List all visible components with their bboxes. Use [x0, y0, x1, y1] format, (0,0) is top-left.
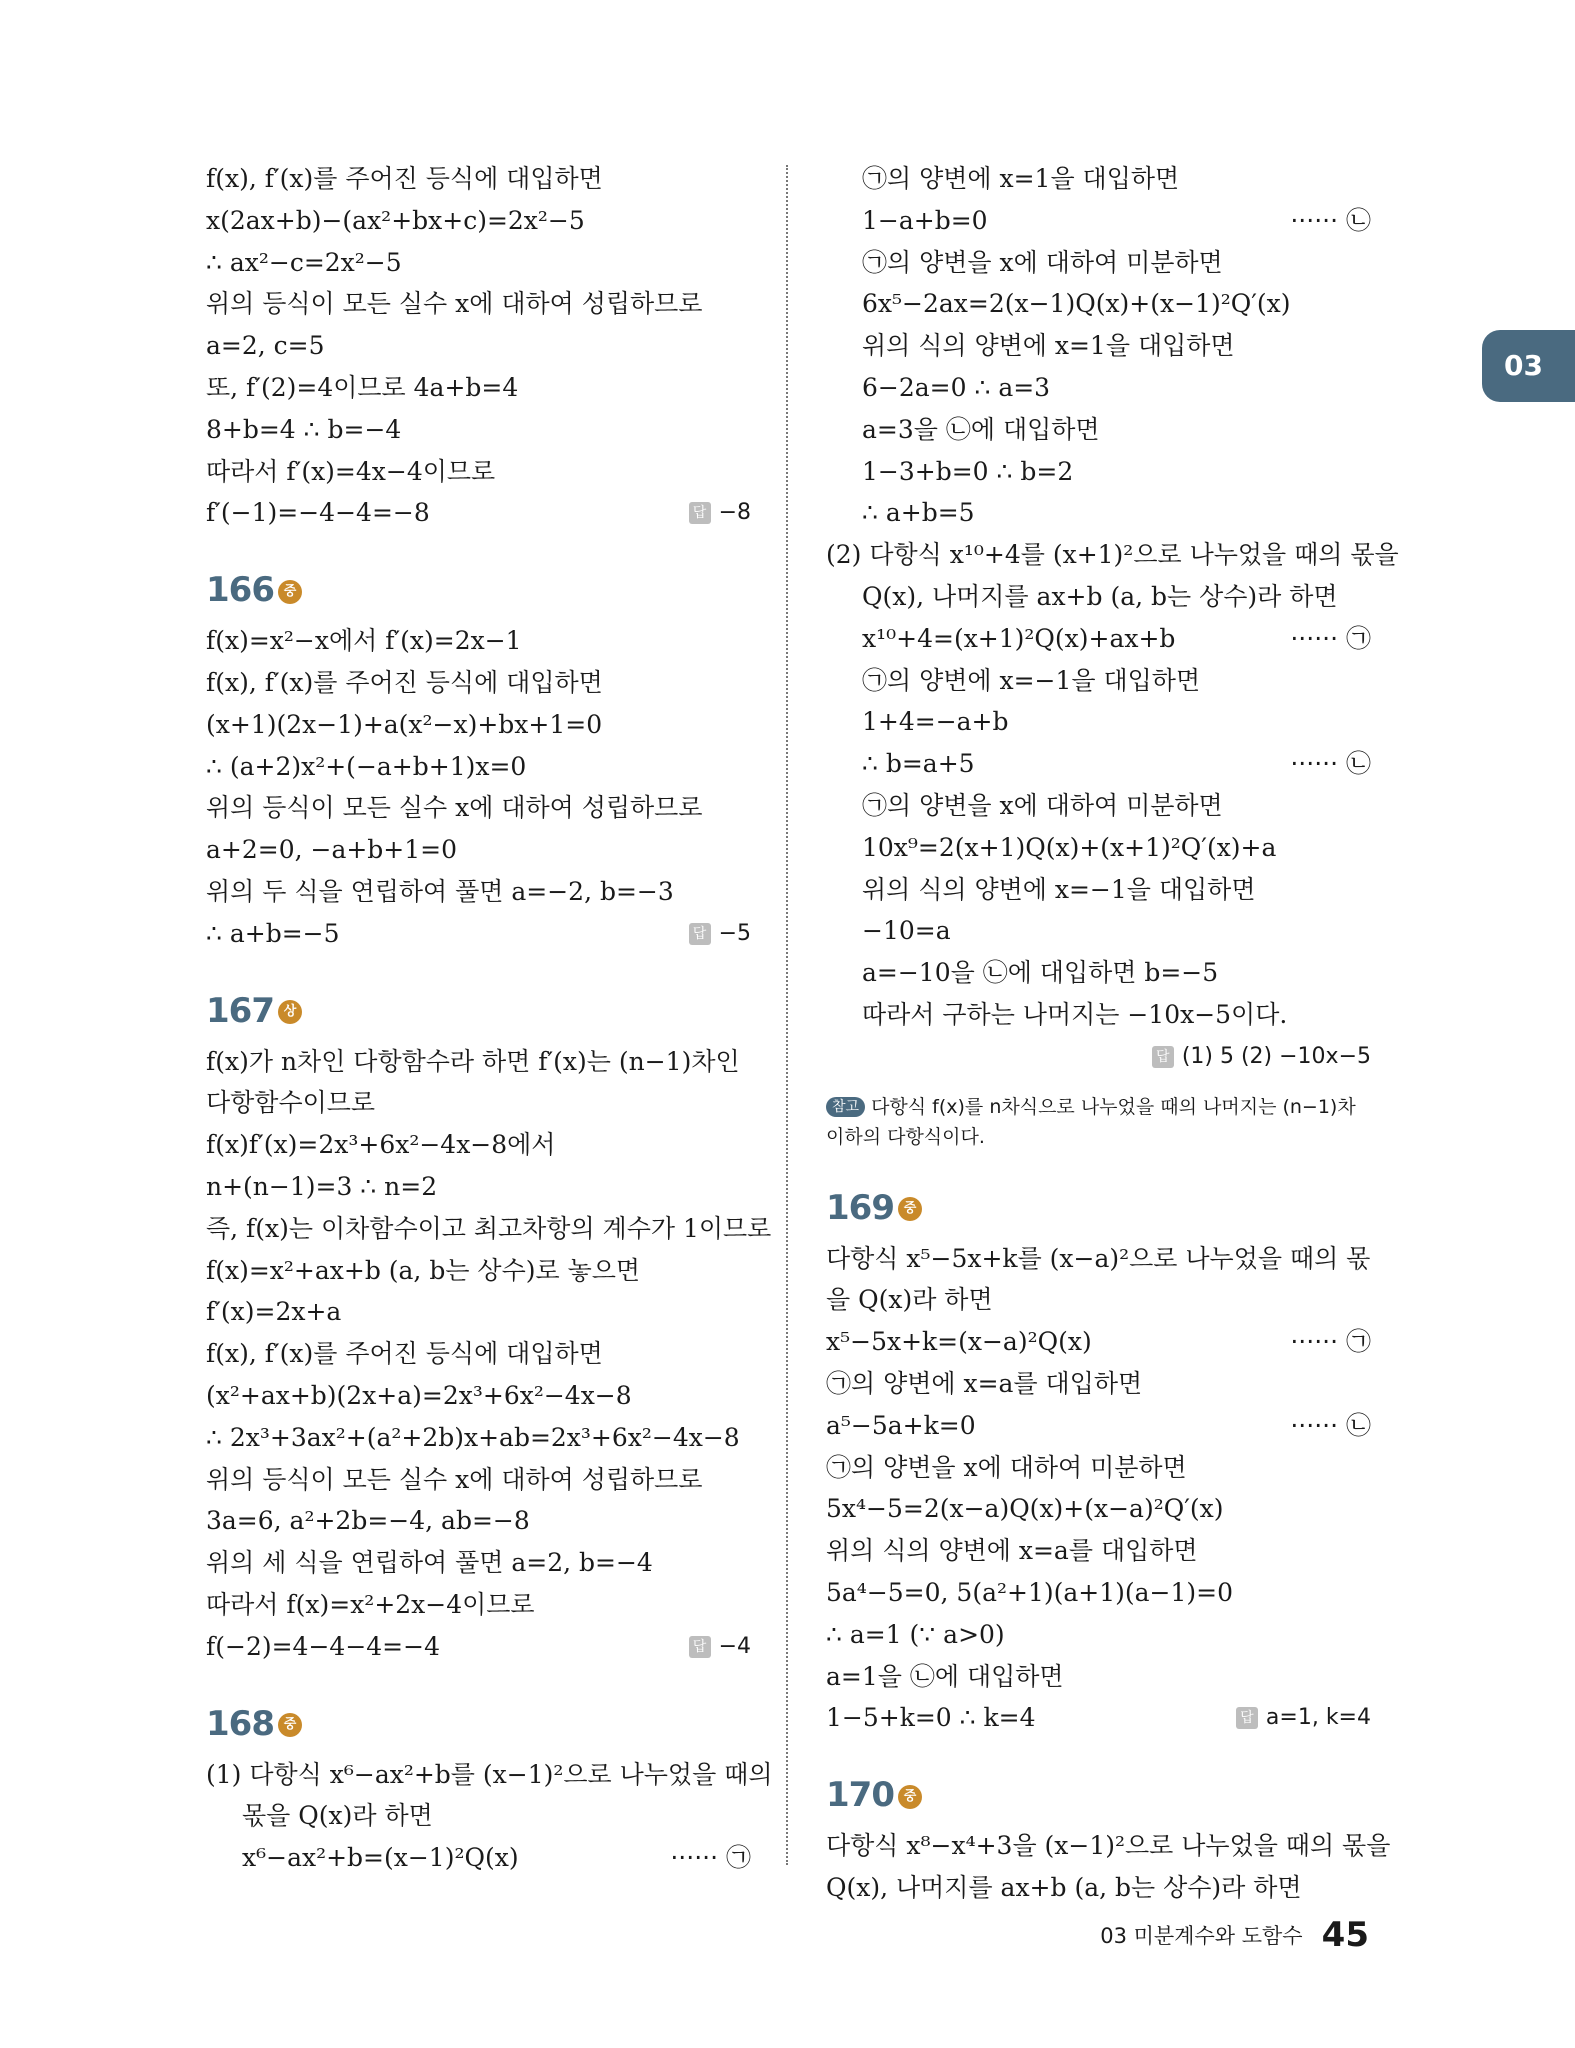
solution-line	[206, 1459, 751, 1501]
problem-number-label: 168	[206, 1703, 274, 1744]
solution-line	[206, 325, 751, 367]
problem-number	[206, 981, 751, 1041]
answer-icon: 답	[1236, 1707, 1258, 1729]
solution-text: 몫을 Q(x)라 하면	[242, 1801, 433, 1831]
solution-text: ㉠의 양변을 x에 대하여 미분하면	[826, 1452, 1187, 1482]
solution-line	[826, 869, 1371, 911]
solution-text: f(x)f′(x)=2x³+6x²−4x−8에서	[206, 1130, 556, 1160]
solution-text: 3a=6, a²+2b=−4, ab=−8	[206, 1506, 530, 1536]
reference-note	[826, 1092, 1371, 1152]
answer-icon: 답	[689, 923, 711, 945]
problem-number	[206, 560, 751, 620]
solution-text: 위의 두 식을 연립하여 풀면 a=−2, b=−3	[206, 876, 674, 906]
solution-line	[206, 367, 751, 409]
solution-line	[206, 829, 751, 871]
solution-line	[206, 1208, 772, 1250]
solution-text: ∴ a=1 (∵ a>0)	[826, 1619, 1005, 1649]
answer	[1236, 1697, 1371, 1739]
solution-text: f′(x)=2x+a	[206, 1297, 342, 1327]
solution-line	[826, 1656, 1371, 1698]
solution-line	[826, 1447, 1371, 1489]
footer-chapter: 03 미분계수와 도함수	[1100, 1924, 1303, 1948]
solution-line	[826, 367, 1371, 409]
solution-text: 위의 등식이 모든 실수 x에 대하여 성립하므로	[206, 1464, 703, 1494]
solution-text: 1+4=−a+b	[862, 707, 1009, 737]
difficulty-badge: 중	[898, 1785, 922, 1809]
solution-text: 따라서 구하는 나머지는 −10x−5이다.	[862, 999, 1288, 1029]
solution-text: 따라서 f′(x)=4x−4이므로	[206, 456, 496, 486]
solution-line	[826, 785, 1371, 827]
solution-line	[826, 743, 1371, 785]
problem-number-label: 166	[206, 570, 274, 611]
solution-text: a=1을 ㉡에 대입하면	[826, 1661, 1064, 1691]
solution-line	[826, 409, 1371, 451]
answer	[689, 913, 751, 955]
equation-marker: ······ ㉠	[1290, 1327, 1371, 1357]
solution-text: 10x⁹=2(x+1)Q(x)+(x+1)²Q′(x)+a	[862, 832, 1277, 862]
solution-line	[826, 325, 1371, 367]
solution-text: 따라서 f(x)=x²+2x−4이므로	[206, 1589, 535, 1619]
solution-text: ㉠의 양변을 x에 대하여 미분하면	[862, 247, 1223, 277]
solution-text: (2) 다항식 x¹⁰+4를 (x+1)²으로 나누었을 때의 몫을	[826, 540, 1399, 570]
solution-text: f(x), f′(x)를 주어진 등식에 대입하면	[206, 667, 603, 697]
solution-line	[206, 1375, 751, 1417]
solution-line	[826, 1530, 1371, 1572]
solution-line	[826, 283, 1371, 325]
solution-line	[206, 409, 751, 451]
solution-text: 1−5+k=0 ∴ k=4	[826, 1703, 1036, 1733]
problem-number-label: 167	[206, 990, 274, 1031]
solution-line	[206, 1124, 751, 1166]
answer-value: −4	[718, 1633, 751, 1659]
solution-line	[826, 952, 1371, 994]
solution-line	[826, 1825, 1391, 1867]
solution-text: (x+1)(2x−1)+a(x²−x)+bx+1=0	[206, 709, 603, 739]
solution-text: (1) 다항식 x⁶−ax²+b를 (x−1)²으로 나누었을 때의	[206, 1759, 773, 1789]
solution-text: ∴ a+b=−5	[206, 918, 340, 948]
solution-text: ㉠의 양변에 x=a를 대입하면	[826, 1368, 1143, 1398]
solution-text: ㉠의 양변에 x=−1을 대입하면	[862, 665, 1201, 695]
answer	[689, 1626, 751, 1668]
solution-text: ∴ a+b=5	[862, 498, 975, 528]
solution-line	[206, 1417, 751, 1459]
solution-line	[206, 1291, 751, 1333]
solution-line	[206, 662, 751, 704]
solution-line	[206, 1250, 751, 1292]
solution-text: a=2, c=5	[206, 331, 325, 361]
problem-number-label: 169	[826, 1187, 894, 1228]
note-tag: 참고	[826, 1097, 865, 1117]
solution-line	[826, 827, 1371, 869]
problem-number	[826, 1178, 1371, 1238]
solution-text: Q(x), 나머지를 ax+b (a, b는 상수)라 하면	[826, 1872, 1302, 1902]
solution-line	[826, 242, 1371, 284]
solution-line	[826, 1363, 1371, 1405]
solution-text: 을 Q(x)라 하면	[826, 1285, 993, 1315]
solution-line	[206, 1041, 751, 1083]
solution-line	[206, 1584, 751, 1626]
solution-line	[826, 994, 1371, 1036]
solution-line	[826, 200, 1371, 242]
solution-line	[206, 871, 751, 913]
solution-text: a⁵−5a+k=0	[826, 1410, 976, 1440]
solution-line	[826, 1405, 1371, 1447]
solution-text: a+2=0, −a+b+1=0	[206, 835, 458, 865]
solution-line	[826, 910, 1371, 952]
solution-text: f(x), f′(x)를 주어진 등식에 대입하면	[206, 164, 603, 193]
chapter-side-tab: 03	[1482, 330, 1575, 402]
solution-line	[206, 704, 751, 746]
problem-number-label: 170	[826, 1775, 894, 1816]
solution-line	[826, 534, 1399, 576]
solution-line	[206, 620, 751, 662]
solution-text: 5a⁴−5=0, 5(a²+1)(a+1)(a−1)=0	[826, 1577, 1234, 1607]
solution-line	[206, 913, 751, 955]
solution-line	[826, 1279, 1371, 1321]
solution-line	[206, 1542, 751, 1584]
solution-line	[826, 1321, 1371, 1363]
solution-text: Q(x), 나머지를 ax+b (a, b는 상수)라 하면	[862, 581, 1338, 611]
difficulty-badge: 중	[278, 1713, 302, 1737]
solution-text: f(x)가 n차인 다항함수라 하면 f′(x)는 (n−1)차인	[206, 1046, 740, 1076]
answer-value: −5	[718, 920, 751, 946]
right-column	[826, 158, 1399, 1909]
solution-text: ㉠의 양변에 x=1을 대입하면	[862, 164, 1180, 193]
answer-value: −8	[718, 500, 751, 526]
solution-text: 8+b=4 ∴ b=−4	[206, 414, 402, 444]
solution-text: f(−2)=4−4−4=−4	[206, 1631, 440, 1661]
solution-line	[206, 242, 751, 284]
solution-line	[826, 1238, 1371, 1280]
solution-line	[206, 787, 751, 829]
solution-line	[206, 1082, 751, 1124]
difficulty-badge: 중	[278, 580, 302, 604]
solution-line	[206, 1754, 773, 1796]
solution-line	[206, 283, 751, 325]
solution-line	[826, 1488, 1371, 1530]
solution-text: 위의 등식이 모든 실수 x에 대하여 성립하므로	[206, 289, 703, 319]
solution-line	[206, 451, 751, 493]
solution-text: 위의 식의 양변에 x=−1을 대입하면	[862, 874, 1256, 904]
solution-line	[826, 1572, 1371, 1614]
solution-text: 5x⁴−5=2(x−a)Q(x)+(x−a)²Q′(x)	[826, 1494, 1224, 1524]
solution-text: ∴ 2x³+3ax²+(a²+2b)x+ab=2x³+6x²−4x−8	[206, 1422, 740, 1452]
equation-marker: ······ ㉠	[1290, 623, 1371, 653]
equation-marker: ······ ㉡	[1290, 205, 1371, 235]
solution-text: f(x), f′(x)를 주어진 등식에 대입하면	[206, 1339, 603, 1369]
page-footer	[1100, 1915, 1369, 1955]
solution-text: 위의 식의 양변에 x=1을 대입하면	[862, 331, 1235, 361]
solution-text: ∴ (a+2)x²+(−a+b+1)x=0	[206, 751, 527, 781]
solution-text: 또, f′(2)=4이므로 4a+b=4	[206, 372, 519, 402]
solution-line	[826, 701, 1371, 743]
solution-line	[206, 1500, 751, 1542]
answer-value: a=1, k=4	[1265, 1705, 1371, 1731]
problem-number	[206, 1694, 751, 1754]
solution-text: ∴ ax²−c=2x²−5	[206, 247, 402, 277]
solution-line	[206, 1795, 751, 1837]
answer-value: (1) 5 (2) −10x−5	[1181, 1043, 1371, 1069]
solution-text: 1−3+b=0 ∴ b=2	[862, 456, 1074, 486]
page-number: 45	[1321, 1915, 1369, 1955]
solution-line	[826, 1614, 1371, 1656]
solution-line	[826, 576, 1371, 618]
solution-text: 다항식 x⁵−5x+k를 (x−a)²으로 나누었을 때의 몫	[826, 1243, 1371, 1273]
solution-text: 위의 등식이 모든 실수 x에 대하여 성립하므로	[206, 793, 703, 823]
difficulty-badge: 상	[278, 1000, 302, 1024]
solution-text: −10=a	[862, 916, 951, 946]
solution-text: 다항식 x⁸−x⁴+3을 (x−1)²으로 나누었을 때의 몫을	[826, 1831, 1391, 1861]
solution-text: a=3을 ㉡에 대입하면	[862, 414, 1100, 444]
solution-line	[206, 1837, 751, 1879]
solution-text: a=−10을 ㉡에 대입하면 b=−5	[862, 958, 1219, 988]
solution-text: 다항함수이므로	[206, 1088, 376, 1118]
solution-text: x⁵−5x+k=(x−a)²Q(x)	[826, 1327, 1092, 1357]
equation-marker: ······ ㉡	[1290, 749, 1371, 779]
solution-line	[826, 618, 1371, 660]
solution-line	[206, 1166, 751, 1208]
equation-marker: ······ ㉠	[670, 1843, 751, 1873]
answer-icon: 답	[689, 1636, 711, 1658]
solution-line	[206, 492, 751, 534]
solution-text: n+(n−1)=3 ∴ n=2	[206, 1171, 438, 1201]
solution-line	[206, 1626, 751, 1668]
solution-line	[826, 1036, 1371, 1078]
solution-line	[826, 492, 1371, 534]
solution-text: 위의 세 식을 연립하여 풀면 a=2, b=−4	[206, 1548, 653, 1578]
solution-line	[206, 1333, 751, 1375]
solution-line	[826, 158, 1371, 200]
note-text: 다항식 f(x)를 n차식으로 나누었을 때의 나머지는 (n−1)차 이하의 다항식이다.	[826, 1095, 1356, 1148]
solution-text: 위의 식의 양변에 x=a를 대입하면	[826, 1536, 1198, 1566]
answer	[1152, 1036, 1371, 1078]
solution-line	[206, 158, 751, 200]
solution-text: f(x)=x²−x에서 f′(x)=2x−1	[206, 626, 522, 656]
solution-text: x(2ax+b)−(ax²+bx+c)=2x²−5	[206, 205, 585, 235]
answer	[689, 492, 751, 534]
solution-text: 6−2a=0 ∴ a=3	[862, 372, 1051, 402]
problem-number	[826, 1765, 1371, 1825]
equation-marker: ······ ㉡	[1290, 1410, 1371, 1440]
solution-text: (x²+ax+b)(2x+a)=2x³+6x²−4x−8	[206, 1380, 632, 1410]
solution-text: 1−a+b=0	[862, 205, 988, 235]
solution-line	[826, 1697, 1371, 1739]
solution-line	[206, 200, 751, 242]
solution-text: x⁶−ax²+b=(x−1)²Q(x)	[242, 1843, 519, 1873]
solution-line	[826, 451, 1371, 493]
left-column	[206, 158, 773, 1879]
solution-line	[826, 1867, 1371, 1909]
answer-icon: 답	[1152, 1046, 1174, 1068]
solution-text: ㉠의 양변을 x에 대하여 미분하면	[862, 790, 1223, 820]
solution-text: 즉, f(x)는 이차함수이고 최고차항의 계수가 1이므로	[206, 1213, 772, 1243]
answer-icon: 답	[689, 502, 711, 524]
solution-line	[206, 746, 751, 788]
solution-text: 6x⁵−2ax=2(x−1)Q(x)+(x−1)²Q′(x)	[862, 289, 1291, 319]
solution-text: ∴ b=a+5	[862, 749, 975, 779]
difficulty-badge: 중	[898, 1197, 922, 1221]
solution-text: f′(−1)=−4−4=−8	[206, 498, 430, 528]
solution-text: x¹⁰+4=(x+1)²Q(x)+ax+b	[862, 623, 1176, 653]
column-divider	[786, 165, 788, 1865]
solution-text: f(x)=x²+ax+b (a, b는 상수)로 놓으면	[206, 1255, 641, 1285]
solution-line	[826, 660, 1371, 702]
